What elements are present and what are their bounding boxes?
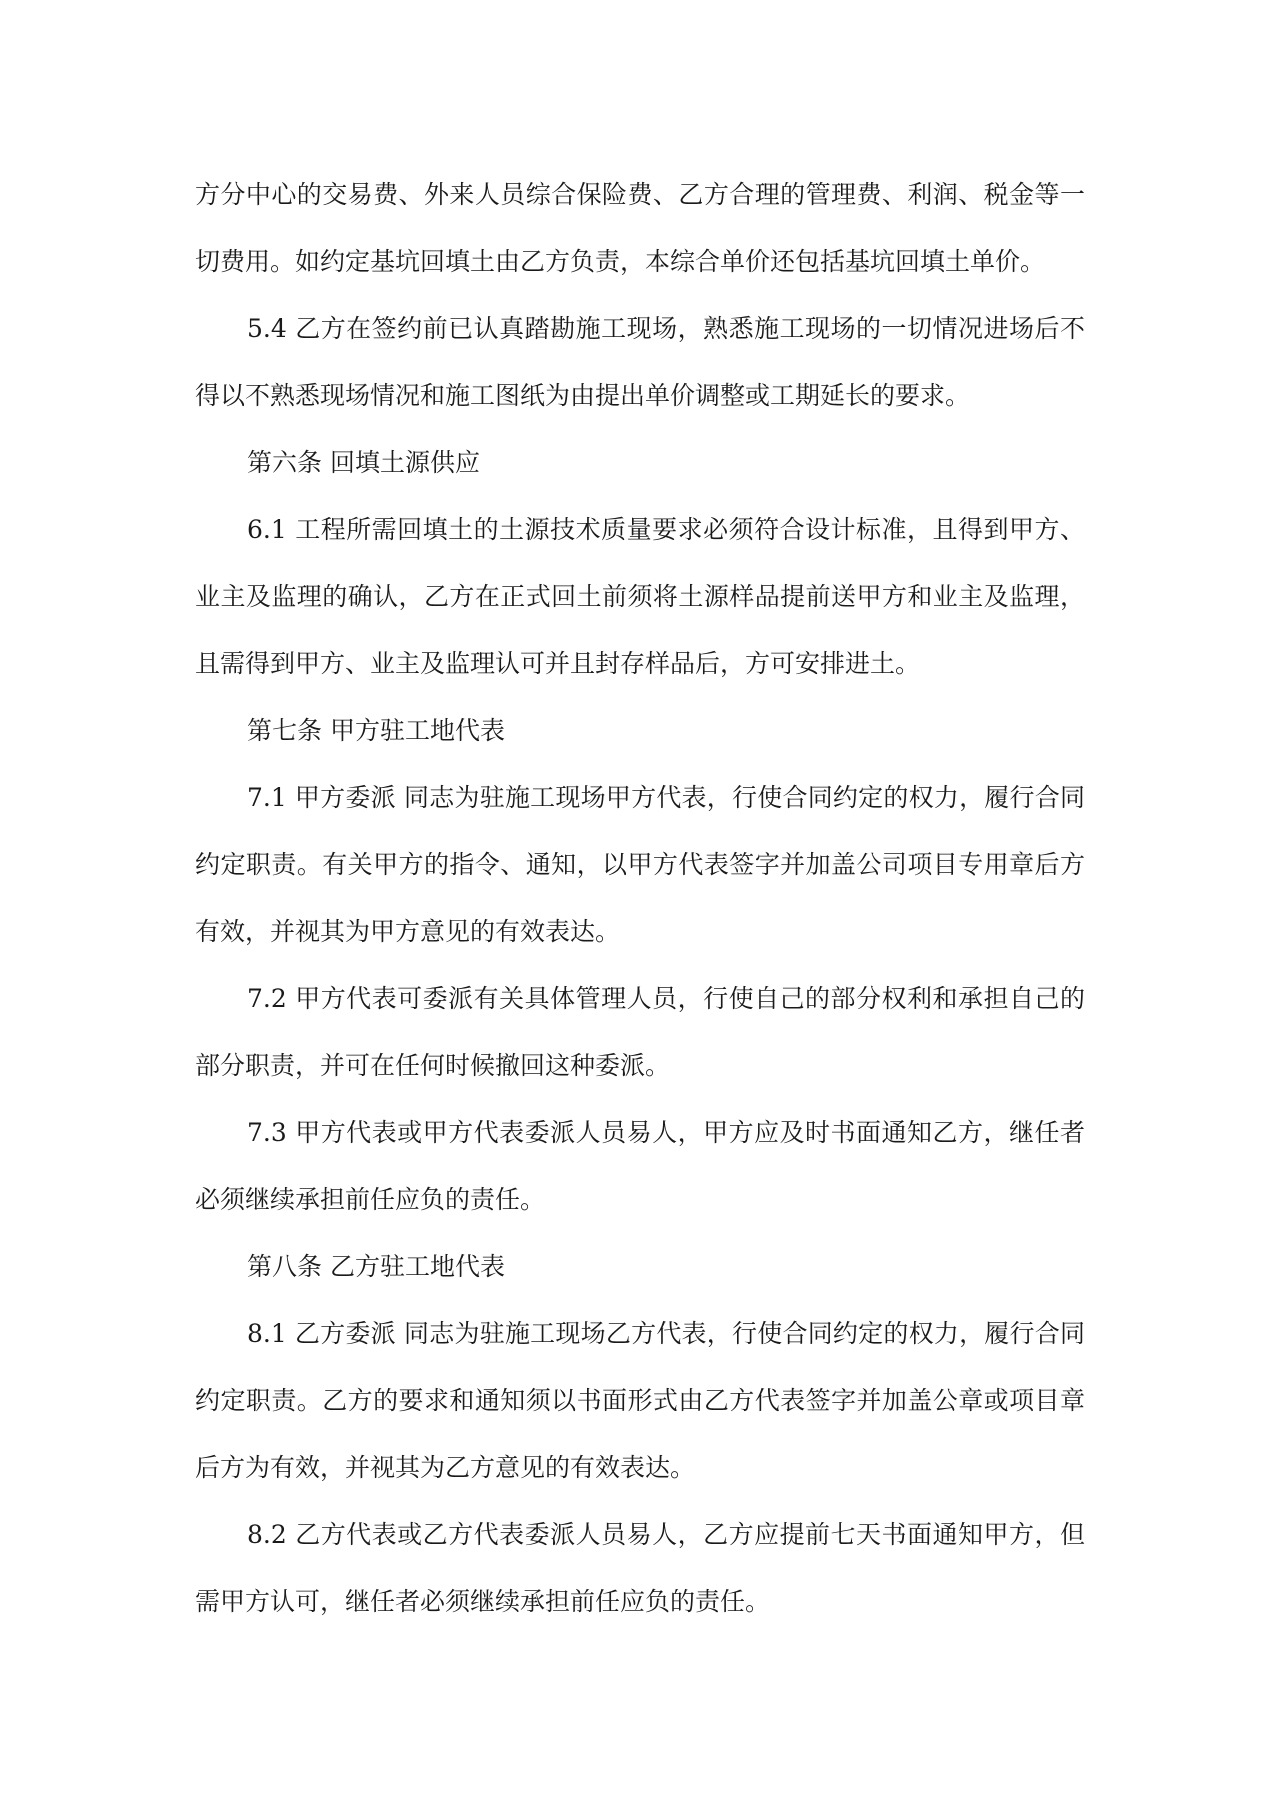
article-8-heading: 第八条 乙方驻工地代表 — [247, 1252, 505, 1281]
paragraph-8-1: 8.1 乙方委派 同志为驻施工现场乙方代表，行使合同约定的权力，履行合同约定职责。乙方的要求和通知须以书面形式由乙方代表签字并加盖公章或项目章后方为有效，并视其为乙方意见的有效表达。 — [195, 1319, 1085, 1482]
article-7-heading: 第七条 甲方驻工地代表 — [247, 716, 505, 745]
paragraph-7-1: 7.1 甲方委派 同志为驻施工现场甲方代表，行使合同约定的权力，履行合同约定职责。有关甲方的指令、通知，以甲方代表签字并加盖公司项目专用章后方有效，并视其为甲方意见的有效表达。 — [195, 783, 1085, 946]
paragraph-8-2: 8.2 乙方代表或乙方代表委派人员易人，乙方应提前七天书面通知甲方，但需甲方认可，继任者必须继续承担前任应负的责任。 — [195, 1520, 1085, 1616]
article-6-heading: 第六条 回填土源供应 — [247, 448, 480, 477]
paragraph-7-2: 7.2 甲方代表可委派有关具体管理人员，行使自己的部分权利和承担自己的部分职责，并可在任何时候撤回这种委派。 — [195, 984, 1085, 1080]
paragraph-6-1: 6.1 工程所需回填土的土源技术质量要求必须符合设计标准，且得到甲方、业主及监理的确认，乙方在正式回土前须将土源样品提前送甲方和业主及监理，且需得到甲方、业主及监理认可并且封存样品后，方可安排进土。 — [195, 515, 1085, 678]
paragraph-5-4: 5.4 乙方在签约前已认真踏勘施工现场，熟悉施工现场的一切情况进场后不得以不熟悉现场情况和施工图纸为由提出单价调整或工期延长的要求。 — [195, 314, 1085, 410]
paragraph-continuation: 方分中心的交易费、外来人员综合保险费、乙方合理的管理费、利润、税金等一切费用。如约定基坑回填土由乙方负责，本综合单价还包括基坑回填土单价。 — [195, 180, 1085, 276]
paragraph-7-3: 7.3 甲方代表或甲方代表委派人员易人，甲方应及时书面通知乙方，继任者必须继续承担前任应负的责任。 — [195, 1118, 1085, 1214]
document-body — [195, 161, 1085, 1635]
